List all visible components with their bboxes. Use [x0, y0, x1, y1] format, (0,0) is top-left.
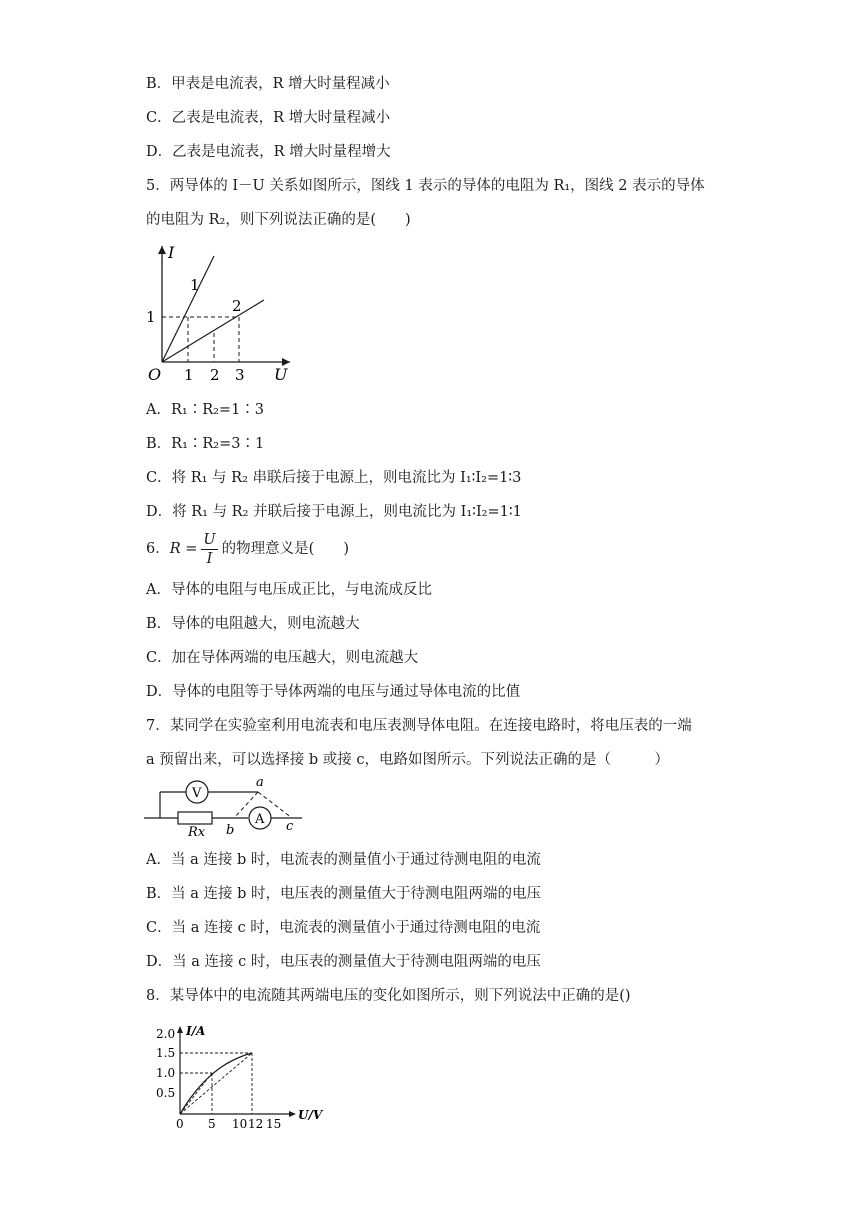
q6-stem [146, 530, 349, 568]
q5-option-b: B．R₁∶R₂=3∶1 [146, 436, 265, 452]
q4-option-c: C．乙表是电流表，R 增大时量程减小 [146, 110, 391, 126]
x-axis-label: U/V [298, 1108, 323, 1122]
y-axis-arrow [177, 1026, 183, 1033]
q8-iu-graph [156, 1022, 326, 1130]
y-tick-1.5: 1.5 [156, 1046, 176, 1060]
q5-iu-graph [144, 238, 304, 388]
voltmeter-label: V [192, 786, 202, 801]
x-tick-1: 1 [184, 366, 194, 384]
y-tick-1.0: 1.0 [156, 1066, 176, 1080]
q7-option-a: A．当 a 连接 b 时，电流表的测量值小于通过待测电阻的电流 [146, 852, 541, 868]
q4-option-b: B．甲表是电流表，R 增大时量程减小 [146, 76, 390, 92]
q6-option-d: D．导体的电阻等于导体两端的电压与通过导体电流的比值 [146, 684, 521, 700]
q6-option-a: A．导体的电阻与电压成正比，与电流成反比 [146, 582, 432, 598]
q5-option-c: C．将 R₁ 与 R₂ 串联后接于电源上，则电流比为 I₁∶I₂=1∶3 [146, 470, 522, 486]
resistor-rx [178, 812, 212, 824]
q6-stem-suffix: 的物理意义是( ) [221, 541, 349, 557]
x-tick-10: 10 [232, 1117, 248, 1130]
line-label-2: 2 [232, 297, 242, 315]
q5-stem-line2: 的电阻为 R₂，则下列说法正确的是( ) [146, 212, 411, 228]
node-a-label: a [256, 775, 264, 790]
q6-fraction-denominator: I [206, 550, 213, 567]
q7-stem-line2: a 预留出来，可以选择接 b 或接 c，电路如图所示。下列说法正确的是（ ） [146, 752, 669, 768]
x-tick-5: 5 [208, 1117, 216, 1130]
origin-label: 0 [176, 1117, 184, 1130]
node-b-label: b [226, 823, 235, 838]
dashed-chord [180, 1053, 252, 1114]
q6-fraction [201, 531, 217, 568]
q5-option-d: D．将 R₁ 与 R₂ 并联后接于电源上，则电流比为 I₁∶I₂=1∶1 [146, 504, 522, 520]
x-tick-2: 2 [210, 366, 220, 384]
line-label-1: 1 [190, 276, 200, 294]
x-axis-arrow [289, 1111, 296, 1117]
q5-option-a: A．R₁∶R₂=1∶3 [146, 402, 265, 418]
resistor-label: Rx [188, 825, 206, 840]
y-axis-label: I/A [186, 1024, 206, 1038]
q5-stem-line1: 5．两导体的 I－U 关系如图所示，图线 1 表示的导体的电阻为 R₁，图线 2 表示的导体 [146, 178, 705, 194]
x-tick-15: 15 [266, 1117, 282, 1130]
x-tick-3: 3 [235, 366, 245, 384]
node-c-label: c [286, 819, 294, 834]
y-axis-label: I [168, 243, 175, 262]
y-tick-2.0: 2.0 [156, 1027, 176, 1041]
q7-circuit-diagram [144, 772, 314, 842]
y-tick-0.5: 0.5 [156, 1086, 176, 1100]
q6-option-b: B．导体的电阻越大，则电流越大 [146, 616, 360, 632]
q7-option-b: B．当 a 连接 b 时，电压表的测量值大于待测电阻两端的电压 [146, 886, 542, 902]
q4-option-d: D．乙表是电流表，R 增大时量程增大 [146, 144, 391, 160]
y-tick-1: 1 [146, 308, 156, 326]
q6-number: 6． [146, 541, 170, 557]
q8-stem: 8．某导体中的电流随其两端电压的变化如图所示，则下列说法中正确的是() [146, 988, 631, 1004]
x-axis-label: U [274, 365, 288, 384]
q6-option-c: C．加在导体两端的电压越大，则电流越大 [146, 650, 419, 666]
ammeter-label: A [255, 812, 265, 827]
origin-label: O [148, 365, 162, 384]
q7-option-c: C．当 a 连接 c 时，电流表的测量值小于通过待测电阻的电流 [146, 920, 541, 936]
q6-fraction-numerator: U [203, 531, 216, 548]
x-tick-12: 12 [248, 1117, 264, 1130]
y-axis-arrow [158, 246, 166, 254]
q6-formula-lhs: R = [169, 541, 198, 557]
q7-stem-line1: 7．某同学在实验室利用电流表和电压表测导体电阻。在连接电路时，将电压表的一端 [146, 718, 692, 734]
q7-option-d: D．当 a 连接 c 时，电压表的测量值大于待测电阻两端的电压 [146, 954, 541, 970]
